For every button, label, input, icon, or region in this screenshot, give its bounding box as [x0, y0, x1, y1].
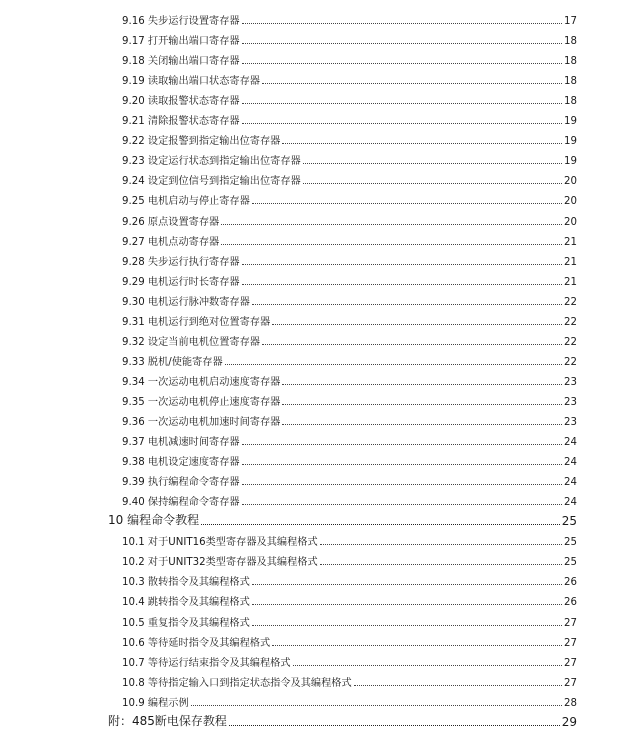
toc-entry-page-number: 20 — [564, 216, 577, 228]
toc-entry[interactable] — [122, 71, 577, 87]
toc-entry-page-number: 26 — [564, 597, 577, 609]
toc-entry[interactable] — [122, 332, 577, 348]
toc-entry-title: 9.33 脱机/使能寄存器 — [122, 356, 223, 368]
toc-entry[interactable] — [122, 31, 577, 47]
toc-entry-page-number: 27 — [564, 637, 577, 649]
toc-entry[interactable] — [122, 372, 577, 388]
toc-entry[interactable] — [122, 412, 577, 428]
toc-entry-title: 9.34 一次运动电机启动速度寄存器 — [122, 376, 281, 388]
toc-entry-page-number: 28 — [564, 697, 577, 709]
toc-entry-page-number: 27 — [564, 617, 577, 629]
dot-leader — [242, 504, 562, 505]
toc-entry-page-number: 20 — [564, 196, 577, 208]
toc-entry-title: 10.8 等待指定输入口到指定状态指令及其编程格式 — [122, 677, 352, 689]
toc-entry-page-number: 26 — [564, 577, 577, 589]
toc-entry-page-number: 19 — [564, 116, 577, 128]
toc-entry-title: 9.38 电机设定速度寄存器 — [122, 457, 240, 469]
dot-leader — [252, 304, 562, 305]
toc-entry-page-number: 18 — [564, 36, 577, 48]
dot-leader — [242, 123, 562, 124]
toc-entry-title: 9.21 清除报警状态寄存器 — [122, 116, 240, 128]
toc-entry-title: 10 编程命令教程 — [108, 513, 200, 528]
dot-leader — [354, 685, 562, 686]
toc-entry-page-number: 22 — [564, 356, 577, 368]
dot-leader — [320, 544, 562, 545]
toc-entry[interactable] — [108, 711, 577, 729]
dot-leader — [262, 344, 562, 345]
dot-leader — [293, 665, 562, 666]
toc-entry[interactable] — [122, 51, 577, 67]
toc-entry-title: 9.23 设定运行状态到指定输出位寄存器 — [122, 156, 301, 168]
toc-entry-page-number: 17 — [564, 16, 577, 27]
toc-entry-page-number: 24 — [564, 497, 577, 509]
dot-leader — [242, 43, 562, 44]
toc-entry[interactable] — [122, 11, 577, 27]
toc-entry-title: 9.20 读取报警状态寄存器 — [122, 96, 240, 108]
dot-leader — [252, 584, 562, 585]
toc-entry[interactable] — [122, 653, 577, 669]
toc-entry-page-number: 24 — [564, 437, 577, 449]
toc-entry[interactable] — [122, 352, 577, 368]
toc-entry-title: 9.25 电机启动与停止寄存器 — [122, 196, 250, 208]
toc-entry[interactable] — [122, 111, 577, 127]
toc-entry-page-number: 25 — [561, 514, 577, 529]
toc-entry-title: 9.31 电机运行到绝对位置寄存器 — [122, 316, 271, 328]
toc-entry-page-number: 24 — [564, 457, 577, 469]
toc-entry-title: 9.18 关闭输出端口寄存器 — [122, 56, 240, 68]
toc-entry-title: 9.36 一次运动电机加速时间寄存器 — [122, 417, 281, 428]
toc-entry[interactable] — [122, 252, 577, 268]
toc-entry-page-number: 29 — [561, 714, 577, 729]
toc-entry[interactable] — [122, 392, 577, 408]
toc-entry-title: 9.37 电机减速时间寄存器 — [122, 437, 240, 449]
toc-entry-page-number: 19 — [564, 136, 577, 148]
toc-entry-title: 9.29 电机运行时长寄存器 — [122, 276, 240, 288]
toc-entry-title: 10.5 重复指令及其编程格式 — [122, 617, 250, 629]
dot-leader — [272, 324, 562, 325]
dot-leader — [242, 284, 562, 285]
toc-entry-page-number: 19 — [564, 156, 577, 168]
toc-entry-title: 9.16 失步运行设置寄存器 — [122, 16, 240, 27]
toc-entry[interactable] — [122, 191, 577, 207]
dot-leader — [320, 564, 562, 565]
toc-entry-title: 9.35 一次运动电机停止速度寄存器 — [122, 396, 281, 408]
dot-leader — [221, 244, 562, 245]
toc-entry[interactable] — [122, 91, 577, 107]
toc-entry-title: 9.32 设定当前电机位置寄存器 — [122, 336, 260, 348]
toc-entry-page-number: 18 — [564, 96, 577, 108]
toc-entry-page-number: 20 — [564, 176, 577, 188]
toc-entry[interactable] — [122, 552, 577, 568]
dot-leader — [242, 444, 562, 445]
toc-entry[interactable] — [122, 272, 577, 288]
toc-entry-title: 10.7 等待运行结束指令及其编程格式 — [122, 657, 291, 669]
toc-entry[interactable] — [122, 472, 577, 488]
toc-entry[interactable] — [122, 613, 577, 629]
toc-entry-page-number: 23 — [564, 376, 577, 388]
toc-entry-title: 10.2 对于UNIT32类型寄存器及其编程格式 — [122, 557, 318, 569]
dot-leader — [229, 725, 560, 726]
dot-leader — [201, 524, 560, 525]
toc-entry[interactable] — [122, 131, 577, 147]
toc-entry-title: 10.6 等待延时指令及其编程格式 — [122, 637, 271, 649]
toc-entry-page-number: 21 — [564, 276, 577, 288]
dot-leader — [242, 103, 562, 104]
toc-entry[interactable] — [122, 693, 577, 709]
toc-entry-title: 10.1 对于UNIT16类型寄存器及其编程格式 — [122, 537, 318, 549]
toc-entry-page-number: 22 — [564, 336, 577, 348]
dot-leader — [242, 464, 562, 465]
toc-entry-title: 9.19 读取输出端口状态寄存器 — [122, 76, 260, 88]
toc-entry-page-number: 21 — [564, 236, 577, 248]
toc-entry-page-number: 18 — [564, 76, 577, 88]
toc-entry-title: 10.3 散转指令及其编程格式 — [122, 577, 250, 589]
toc-entry-page-number: 27 — [564, 657, 577, 669]
toc-entry-title: 9.27 电机点动寄存器 — [122, 236, 220, 248]
dot-leader — [303, 163, 562, 164]
toc-entry[interactable] — [122, 572, 577, 588]
toc-entry[interactable] — [122, 151, 577, 167]
toc-entry-page-number: 25 — [564, 557, 577, 569]
dot-leader — [242, 264, 562, 265]
toc-entry-title: 9.28 失步运行执行寄存器 — [122, 256, 240, 268]
dot-leader — [221, 224, 562, 225]
dot-leader — [252, 203, 562, 204]
toc-entry-title: 9.40 保持编程命令寄存器 — [122, 497, 240, 509]
toc-entry-title: 10.9 编程示例 — [122, 697, 189, 709]
toc-entry[interactable] — [122, 432, 577, 448]
toc-entry-title: 9.24 设定到位信号到指定输出位寄存器 — [122, 176, 301, 188]
dot-leader — [252, 604, 562, 605]
toc-entry-title: 附：485断电保存教程 — [108, 713, 227, 728]
toc-entry-title: 9.39 执行编程命令寄存器 — [122, 477, 240, 489]
toc-entry-title: 9.26 原点设置寄存器 — [122, 216, 220, 228]
dot-leader — [282, 404, 562, 405]
dot-leader — [262, 83, 562, 84]
dot-leader — [242, 23, 562, 24]
toc-entry-page-number: 22 — [564, 296, 577, 308]
toc-entry-page-number: 21 — [564, 256, 577, 268]
toc-entry[interactable] — [122, 673, 577, 689]
toc-entry[interactable] — [122, 492, 577, 508]
toc-entry-page-number: 23 — [564, 396, 577, 408]
dot-leader — [282, 424, 562, 425]
toc-entry[interactable] — [122, 532, 577, 548]
toc-entry-page-number: 22 — [564, 316, 577, 328]
toc-entry-title: 9.17 打开输出端口寄存器 — [122, 36, 240, 48]
dot-leader — [191, 705, 562, 706]
toc-entry-page-number: 18 — [564, 56, 577, 68]
dot-leader — [225, 364, 562, 365]
dot-leader — [242, 484, 562, 485]
toc-entry[interactable] — [122, 592, 577, 608]
dot-leader — [282, 143, 562, 144]
dot-leader — [242, 63, 562, 64]
dot-leader — [252, 625, 562, 626]
toc-entry[interactable] — [122, 292, 577, 308]
toc-entry-title: 10.4 跳转指令及其编程格式 — [122, 597, 250, 609]
toc-entry[interactable] — [108, 510, 577, 528]
toc-entry[interactable] — [122, 232, 577, 248]
toc-entry-page-number: 23 — [564, 417, 577, 428]
dot-leader — [282, 384, 562, 385]
toc-entry[interactable] — [122, 452, 577, 468]
toc-entry-page-number: 25 — [564, 537, 577, 549]
dot-leader — [303, 183, 562, 184]
dot-leader — [272, 645, 562, 646]
toc-entry-title: 9.30 电机运行脉冲数寄存器 — [122, 296, 250, 308]
toc-entry[interactable] — [122, 171, 577, 187]
toc-entry-title: 9.22 设定报警到指定输出位寄存器 — [122, 136, 281, 148]
toc-entry[interactable] — [122, 633, 577, 649]
toc-entry-page-number: 27 — [564, 677, 577, 689]
toc-entry-page-number: 24 — [564, 477, 577, 489]
toc-entry[interactable] — [122, 312, 577, 328]
toc-entry[interactable] — [122, 212, 577, 228]
